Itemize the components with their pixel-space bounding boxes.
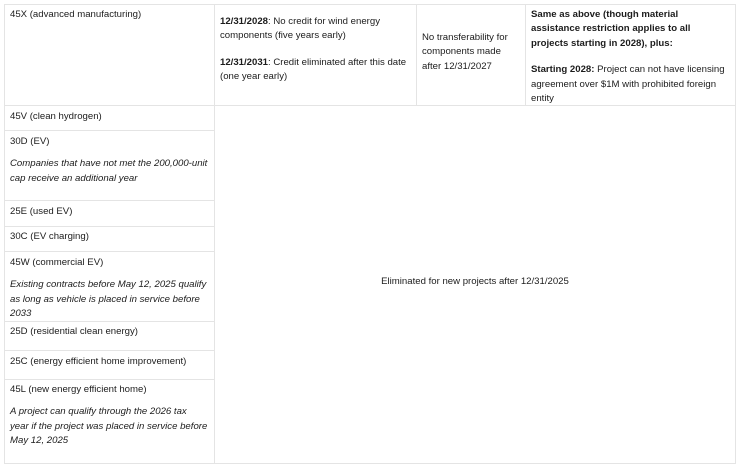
table-row-45x-col4 xyxy=(525,8,735,106)
table-row xyxy=(4,355,214,369)
row-divider xyxy=(4,200,215,201)
credit-label: 25E (used EV) xyxy=(10,206,73,217)
deadline-date: 12/31/2031 xyxy=(220,56,269,68)
table-row-45x-label xyxy=(4,8,214,22)
deadline-date: 12/31/2028 xyxy=(220,16,269,27)
merged-elimination-cell xyxy=(215,275,735,289)
foreign-entity-intro: Same as above (though material assistance restriction applies to all projects starting in 2028), plus: xyxy=(531,9,691,49)
table-row xyxy=(4,256,214,322)
credit-label: 25D (residential clean energy) xyxy=(10,326,138,337)
credit-label: 45L (new energy efficient home) xyxy=(10,384,147,395)
table-row-45x-col2 xyxy=(214,15,416,85)
detail-heading: Starting 2028: xyxy=(531,64,595,76)
deadline-desc: : Credit eliminated after this date (one year early) xyxy=(220,56,407,83)
row-divider xyxy=(4,130,215,131)
credit-note: Companies that have not met the 200,000-unit cap receive an additional year xyxy=(10,158,208,184)
deadline-desc: : No credit for wind energy components (five years early) xyxy=(220,16,380,42)
table-row xyxy=(4,205,214,219)
table-row xyxy=(4,230,214,244)
row-divider xyxy=(4,350,215,351)
deadline-1 xyxy=(220,15,410,44)
row-divider xyxy=(4,226,215,227)
elimination-text: Eliminated for new projects after 12/31/2025 xyxy=(381,276,569,287)
table-top-border xyxy=(4,4,736,5)
deadline-2 xyxy=(220,56,410,85)
col-divider xyxy=(735,4,736,464)
table-bottom-border xyxy=(4,463,736,464)
table-row xyxy=(4,383,214,449)
credit-label: 45V (clean hydrogen) xyxy=(10,111,102,122)
table-row-45x-col3 xyxy=(416,31,526,74)
transferability-text: No transferability for components made after 12/31/2027 xyxy=(422,32,508,72)
credit-label: 45X (advanced manufacturing) xyxy=(10,9,142,20)
table-row xyxy=(4,325,214,339)
credit-note: A project can qualify through the 2026 tax year if the project was placed in service before May 12, 2025 xyxy=(10,406,208,447)
credit-label: 30D (EV) xyxy=(10,136,50,147)
detail-text: Project can not have licensing agreement over $1M with prohibited foreign entity xyxy=(531,64,725,104)
credit-label: 30C (EV charging) xyxy=(10,231,89,242)
foreign-entity-detail xyxy=(531,63,729,106)
credit-note: Existing contracts before May 12, 2025 qualify as long as vehicle is placed in service before 2033 xyxy=(10,279,207,320)
credit-label: 45W (commercial EV) xyxy=(10,257,104,268)
row-divider xyxy=(4,251,215,252)
credit-label: 25C (energy efficient home improvement) xyxy=(10,356,187,367)
table-row xyxy=(4,110,214,124)
row-divider xyxy=(4,379,215,380)
table-row xyxy=(4,135,214,186)
